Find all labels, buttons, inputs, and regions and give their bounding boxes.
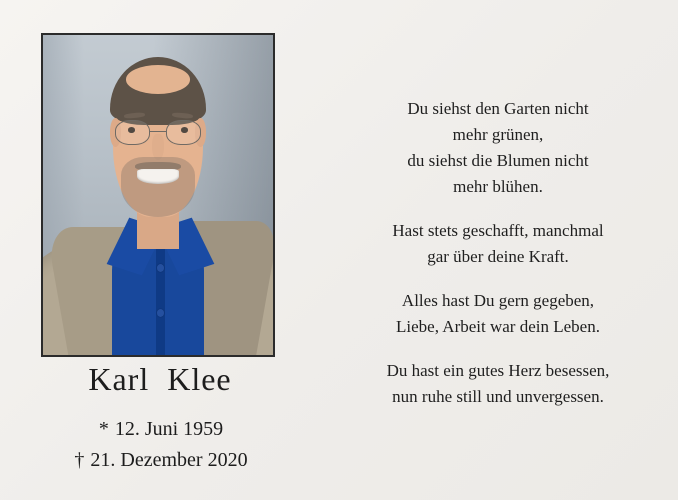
portrait-photo [43, 35, 273, 355]
poem-line: mehr blühen. [453, 177, 543, 196]
poem-line: Du hast ein gutes Herz besessen, [386, 361, 610, 380]
memorial-poem [338, 96, 658, 410]
birth-date: 12. Juni 1959 [114, 418, 224, 440]
poem-line: Du siehst den Garten nicht [407, 99, 589, 118]
poem-stanza [338, 288, 658, 340]
birth-star-icon: * [98, 418, 109, 440]
portrait-column [0, 0, 320, 500]
person-surname: Klee [167, 361, 232, 397]
person-name [0, 361, 320, 398]
photo-lens-left [115, 120, 150, 146]
photo-glasses-bridge [150, 131, 165, 132]
birth-date-row [0, 414, 320, 445]
poem-line: gar über deine Kraft. [427, 247, 569, 266]
poem-line: Alles hast Du gern gegeben, [401, 291, 595, 310]
poem-line: Liebe, Arbeit war dein Leben. [396, 317, 600, 336]
photo-nose [152, 134, 164, 160]
poem-stanza [338, 218, 658, 270]
poem-line: nun ruhe still und unvergessen. [392, 387, 604, 406]
photo-shirt-button [157, 264, 164, 272]
poem-stanza [338, 96, 658, 200]
poem-line: mehr grünen, [452, 125, 544, 144]
photo-smile [137, 169, 178, 184]
death-date: 21. Dezember 2020 [90, 449, 248, 471]
photo-shirt-button [157, 309, 164, 317]
poem-line: Hast stets geschafft, manchmal [392, 221, 604, 240]
death-date-row [0, 445, 320, 476]
photo-lens-right [166, 120, 201, 146]
poem-stanza [338, 358, 658, 410]
death-cross-icon: † [74, 449, 85, 471]
person-given-name: Karl [88, 361, 150, 397]
portrait-frame [41, 33, 275, 357]
life-dates [0, 414, 320, 476]
poem-line: du siehst die Blumen nicht [407, 151, 589, 170]
photo-shirt-placket [156, 233, 165, 355]
